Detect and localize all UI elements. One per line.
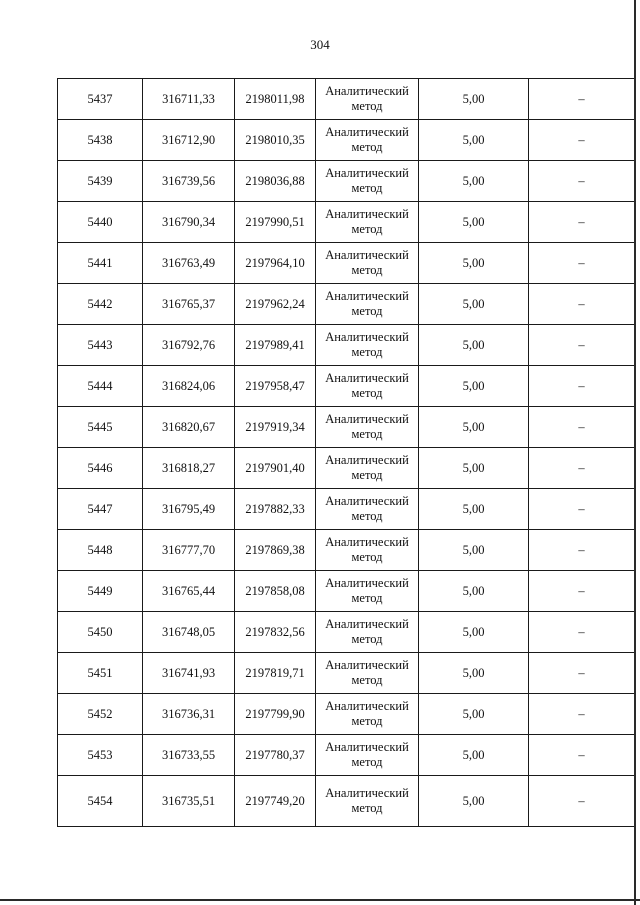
x-coordinate-cell: 316736,31 (143, 694, 235, 735)
method-line-1: Аналитический (325, 494, 409, 508)
method-line-1: Аналитический (325, 617, 409, 631)
method-line-1: Аналитический (325, 207, 409, 221)
accuracy-cell: 5,00 (419, 325, 529, 366)
y-coordinate-cell: 2197962,24 (235, 284, 316, 325)
x-coordinate-cell: 316765,44 (143, 571, 235, 612)
dash-cell: – (529, 161, 635, 202)
y-coordinate-cell: 2197964,10 (235, 243, 316, 284)
method-cell (316, 489, 419, 530)
accuracy-cell: 5,00 (419, 366, 529, 407)
dash-cell: – (529, 79, 635, 120)
method-cell (316, 120, 419, 161)
point-id-cell: 5438 (58, 120, 143, 161)
method-line-1: Аналитический (325, 699, 409, 713)
point-id-cell: 5448 (58, 530, 143, 571)
point-id-cell: 5445 (58, 407, 143, 448)
method-line-1: Аналитический (325, 412, 409, 426)
method-line-1: Аналитический (325, 371, 409, 385)
method-cell (316, 366, 419, 407)
accuracy-cell: 5,00 (419, 776, 529, 827)
method-cell (316, 202, 419, 243)
method-cell (316, 284, 419, 325)
x-coordinate-cell: 316741,93 (143, 653, 235, 694)
y-coordinate-cell: 2198036,88 (235, 161, 316, 202)
method-line-2: метод (351, 427, 383, 441)
dash-cell: – (529, 735, 635, 776)
method-line-1: Аналитический (325, 453, 409, 467)
method-cell (316, 243, 419, 284)
y-coordinate-cell: 2197990,51 (235, 202, 316, 243)
accuracy-cell: 5,00 (419, 79, 529, 120)
dash-cell: – (529, 694, 635, 735)
page-edge-right (634, 0, 636, 905)
method-cell (316, 530, 419, 571)
table-row (58, 202, 635, 243)
method-cell (316, 735, 419, 776)
coordinates-table (57, 78, 635, 827)
point-id-cell: 5439 (58, 161, 143, 202)
table-row (58, 530, 635, 571)
dash-cell: – (529, 489, 635, 530)
table-row (58, 407, 635, 448)
y-coordinate-cell: 2197832,56 (235, 612, 316, 653)
y-coordinate-cell: 2198010,35 (235, 120, 316, 161)
x-coordinate-cell: 316712,90 (143, 120, 235, 161)
dash-cell: – (529, 120, 635, 161)
method-line-1: Аналитический (325, 84, 409, 98)
method-line-2: метод (351, 468, 383, 482)
table-row (58, 448, 635, 489)
method-line-2: метод (351, 673, 383, 687)
dash-cell: – (529, 243, 635, 284)
x-coordinate-cell: 316735,51 (143, 776, 235, 827)
method-line-2: метод (351, 714, 383, 728)
method-line-2: метод (351, 263, 383, 277)
point-id-cell: 5449 (58, 571, 143, 612)
method-line-2: метод (351, 801, 383, 815)
y-coordinate-cell: 2197989,41 (235, 325, 316, 366)
y-coordinate-cell: 2197919,34 (235, 407, 316, 448)
method-line-2: метод (351, 99, 383, 113)
point-id-cell: 5437 (58, 79, 143, 120)
method-cell (316, 694, 419, 735)
table-row (58, 653, 635, 694)
x-coordinate-cell: 316818,27 (143, 448, 235, 489)
dash-cell: – (529, 325, 635, 366)
dash-cell: – (529, 612, 635, 653)
accuracy-cell: 5,00 (419, 407, 529, 448)
point-id-cell: 5450 (58, 612, 143, 653)
y-coordinate-cell: 2197901,40 (235, 448, 316, 489)
method-line-2: метод (351, 632, 383, 646)
accuracy-cell: 5,00 (419, 284, 529, 325)
method-cell (316, 612, 419, 653)
method-cell (316, 161, 419, 202)
dash-cell: – (529, 284, 635, 325)
method-line-2: метод (351, 345, 383, 359)
accuracy-cell: 5,00 (419, 243, 529, 284)
page-number: 304 (310, 37, 330, 52)
point-id-cell: 5451 (58, 653, 143, 694)
method-line-1: Аналитический (325, 289, 409, 303)
accuracy-cell: 5,00 (419, 120, 529, 161)
y-coordinate-cell: 2197819,71 (235, 653, 316, 694)
accuracy-cell: 5,00 (419, 694, 529, 735)
page-edge-bottom (0, 899, 640, 901)
y-coordinate-cell: 2197799,90 (235, 694, 316, 735)
method-line-2: метод (351, 222, 383, 236)
table-row (58, 489, 635, 530)
x-coordinate-cell: 316820,67 (143, 407, 235, 448)
x-coordinate-cell: 316765,37 (143, 284, 235, 325)
y-coordinate-cell: 2197858,08 (235, 571, 316, 612)
point-id-cell: 5442 (58, 284, 143, 325)
table-row (58, 366, 635, 407)
method-cell (316, 776, 419, 827)
y-coordinate-cell: 2197780,37 (235, 735, 316, 776)
accuracy-cell: 5,00 (419, 448, 529, 489)
x-coordinate-cell: 316711,33 (143, 79, 235, 120)
dash-cell: – (529, 448, 635, 489)
method-line-2: метод (351, 181, 383, 195)
table-row (58, 612, 635, 653)
accuracy-cell: 5,00 (419, 489, 529, 530)
dash-cell: – (529, 202, 635, 243)
method-line-2: метод (351, 755, 383, 769)
accuracy-cell: 5,00 (419, 735, 529, 776)
x-coordinate-cell: 316795,49 (143, 489, 235, 530)
method-line-1: Аналитический (325, 166, 409, 180)
table-row (58, 284, 635, 325)
accuracy-cell: 5,00 (419, 161, 529, 202)
method-cell (316, 325, 419, 366)
point-id-cell: 5454 (58, 776, 143, 827)
table-row (58, 79, 635, 120)
method-line-2: метод (351, 304, 383, 318)
accuracy-cell: 5,00 (419, 571, 529, 612)
point-id-cell: 5447 (58, 489, 143, 530)
method-line-1: Аналитический (325, 330, 409, 344)
point-id-cell: 5444 (58, 366, 143, 407)
method-line-1: Аналитический (325, 535, 409, 549)
table-row (58, 325, 635, 366)
x-coordinate-cell: 316748,05 (143, 612, 235, 653)
x-coordinate-cell: 316777,70 (143, 530, 235, 571)
x-coordinate-cell: 316824,06 (143, 366, 235, 407)
table-row (58, 243, 635, 284)
x-coordinate-cell: 316790,34 (143, 202, 235, 243)
dash-cell: – (529, 776, 635, 827)
method-cell (316, 79, 419, 120)
accuracy-cell: 5,00 (419, 653, 529, 694)
x-coordinate-cell: 316763,49 (143, 243, 235, 284)
method-cell (316, 653, 419, 694)
y-coordinate-cell: 2198011,98 (235, 79, 316, 120)
dash-cell: – (529, 653, 635, 694)
table-row (58, 694, 635, 735)
method-line-2: метод (351, 591, 383, 605)
dash-cell: – (529, 407, 635, 448)
method-line-1: Аналитический (325, 740, 409, 754)
dash-cell: – (529, 530, 635, 571)
y-coordinate-cell: 2197882,33 (235, 489, 316, 530)
dash-cell: – (529, 571, 635, 612)
table-row (58, 735, 635, 776)
method-line-1: Аналитический (325, 125, 409, 139)
table-row (58, 161, 635, 202)
point-id-cell: 5440 (58, 202, 143, 243)
method-cell (316, 407, 419, 448)
point-id-cell: 5453 (58, 735, 143, 776)
method-line-1: Аналитический (325, 248, 409, 262)
method-line-2: метод (351, 550, 383, 564)
y-coordinate-cell: 2197869,38 (235, 530, 316, 571)
point-id-cell: 5441 (58, 243, 143, 284)
table-row (58, 571, 635, 612)
dash-cell: – (529, 366, 635, 407)
table-row (58, 776, 635, 827)
table-body (58, 79, 635, 827)
method-line-2: метод (351, 509, 383, 523)
table-row (58, 120, 635, 161)
point-id-cell: 5452 (58, 694, 143, 735)
point-id-cell: 5446 (58, 448, 143, 489)
method-line-2: метод (351, 386, 383, 400)
method-line-1: Аналитический (325, 786, 409, 800)
point-id-cell: 5443 (58, 325, 143, 366)
method-line-2: метод (351, 140, 383, 154)
y-coordinate-cell: 2197958,47 (235, 366, 316, 407)
x-coordinate-cell: 316739,56 (143, 161, 235, 202)
method-cell (316, 571, 419, 612)
x-coordinate-cell: 316733,55 (143, 735, 235, 776)
x-coordinate-cell: 316792,76 (143, 325, 235, 366)
method-cell (316, 448, 419, 489)
y-coordinate-cell: 2197749,20 (235, 776, 316, 827)
accuracy-cell: 5,00 (419, 202, 529, 243)
accuracy-cell: 5,00 (419, 612, 529, 653)
accuracy-cell: 5,00 (419, 530, 529, 571)
method-line-1: Аналитический (325, 576, 409, 590)
method-line-1: Аналитический (325, 658, 409, 672)
